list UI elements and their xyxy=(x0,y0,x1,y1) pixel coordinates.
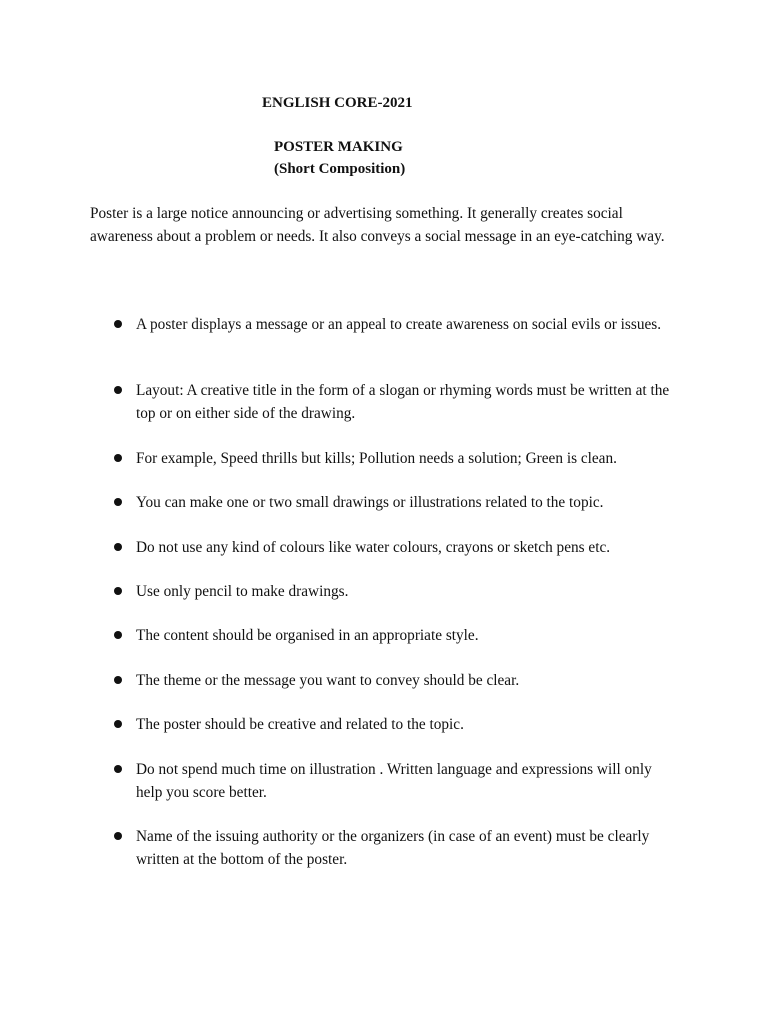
list-item-text: The theme or the message you want to convey should be clear. xyxy=(136,672,520,689)
bullet-icon xyxy=(114,631,122,639)
bullet-icon xyxy=(114,320,122,328)
list-item-text: Use only pencil to make drawings. xyxy=(136,583,349,600)
list-item-text: For example, Speed thrills but kills; Pollution needs a solution; Green is clean. xyxy=(136,450,617,467)
document-title: ENGLISH CORE-2021 xyxy=(262,95,413,111)
bullet-icon xyxy=(114,543,122,551)
bullet-icon xyxy=(114,587,122,595)
bullet-icon xyxy=(114,676,122,684)
bullet-icon xyxy=(114,454,122,462)
list-item-text: A poster displays a message or an appeal to create awareness on social evils or issues. xyxy=(136,316,662,333)
document-subtitle-note: (Short Composition) xyxy=(274,161,406,177)
list-item-text: The poster should be creative and related to the topic. xyxy=(136,716,464,733)
intro-paragraph: Poster is a large notice announcing or advertising something. It generally creates social awareness about a problem or needs. It also conveys a social message in an eye-catching way. xyxy=(90,205,665,245)
bullet-icon xyxy=(114,720,122,728)
list-item-text: Do not use any kind of colours like water colours, crayons or sketch pens etc. xyxy=(136,539,611,556)
list-item-text: Layout: A creative title in the form of a slogan or rhyming words must be written at the top or on either side of the drawing. xyxy=(136,382,670,422)
list-item-text: The content should be organised in an appropriate style. xyxy=(136,627,479,644)
bullet-icon xyxy=(114,765,122,773)
bullet-icon xyxy=(114,386,122,394)
list-item-text: Name of the issuing authority or the organizers (in case of an event) must be clearly written at the bottom of the poster. xyxy=(136,828,650,868)
list-item-text: You can make one or two small drawings or illustrations related to the topic. xyxy=(136,494,604,511)
bullet-icon xyxy=(114,832,122,840)
document-subtitle: POSTER MAKING xyxy=(274,139,403,155)
bullet-icon xyxy=(114,498,122,506)
list-item-text: Do not spend much time on illustration . Written language and expressions will only help you score better. xyxy=(136,761,652,801)
